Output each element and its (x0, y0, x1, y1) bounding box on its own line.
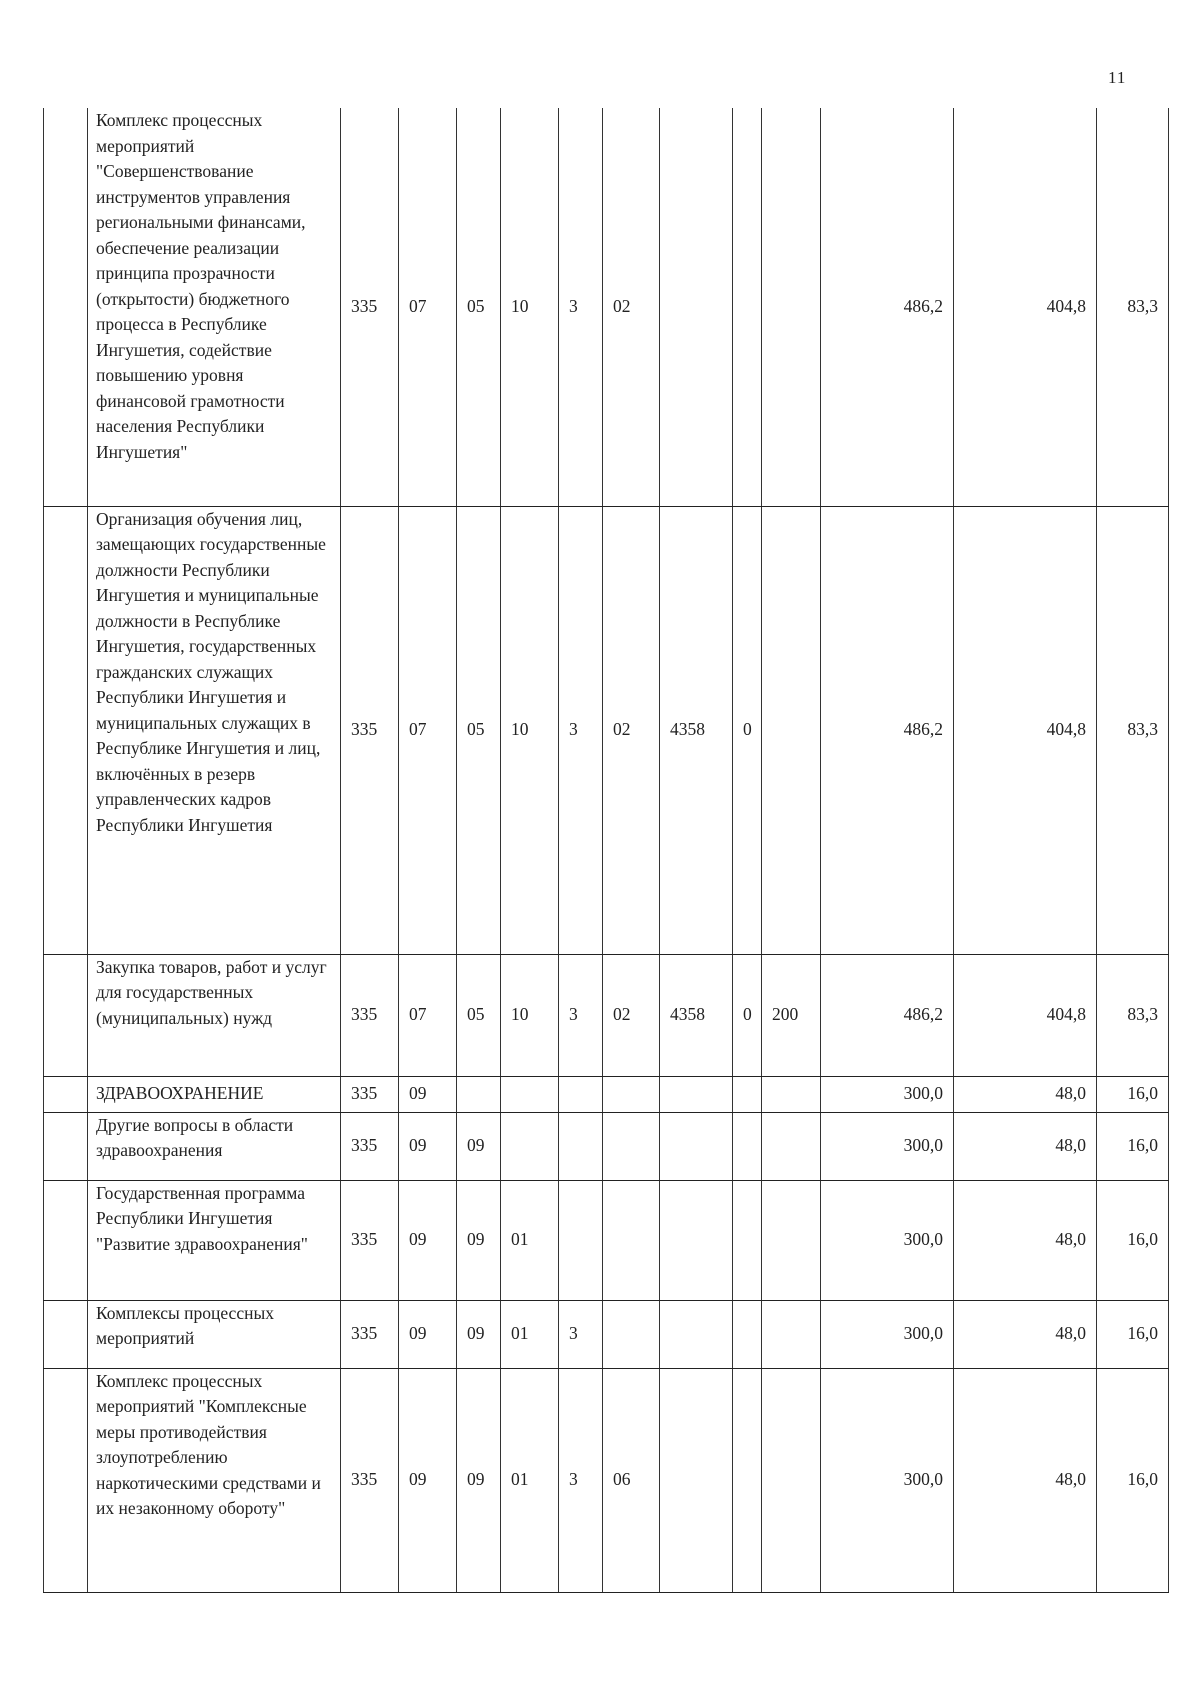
cell-cs-direction (660, 1180, 733, 1300)
cell-rz: 09 (399, 1368, 457, 1592)
cell-cs-program: 01 (501, 1368, 559, 1592)
row-name: Другие вопросы в области здравоохранения (88, 1112, 341, 1180)
cell-pr: 09 (457, 1300, 501, 1368)
table-row (44, 1076, 1169, 1112)
cell-vr (762, 506, 821, 954)
cell-cs-type: 3 (559, 506, 603, 954)
cell-cs-type (559, 1180, 603, 1300)
row-name: ЗДРАВООХРАНЕНИЕ (88, 1076, 341, 1112)
cell-cs-program: 01 (501, 1300, 559, 1368)
row-name: Комплексы процессных мероприятий (88, 1300, 341, 1368)
cell-rz: 07 (399, 108, 457, 506)
cell-cs-complex: 06 (603, 1368, 660, 1592)
cell-plan: 486,2 (821, 108, 954, 506)
cell-cs-program (501, 1112, 559, 1180)
cell-plan: 300,0 (821, 1300, 954, 1368)
cell-cs-sub (733, 1112, 762, 1180)
table-row (44, 506, 1169, 954)
cell-cs-type: 3 (559, 1368, 603, 1592)
cell-cs-sub (733, 1368, 762, 1592)
row-name: Государственная программа Республики Ингушетия "Развитие здравоохранения" (88, 1180, 341, 1300)
cell-fact: 48,0 (954, 1368, 1097, 1592)
cell-cs-program (501, 1076, 559, 1112)
cell-cs-direction (660, 1112, 733, 1180)
table-row (44, 108, 1169, 506)
table-row (44, 954, 1169, 1076)
cell-rz: 07 (399, 954, 457, 1076)
budget-table (43, 108, 1169, 1593)
cell-cs-program: 01 (501, 1180, 559, 1300)
cell-percent: 16,0 (1097, 1300, 1169, 1368)
cell-pr: 05 (457, 954, 501, 1076)
cell-percent: 16,0 (1097, 1180, 1169, 1300)
cell-cs-direction: 4358 (660, 506, 733, 954)
row-name: Комплекс процессных мероприятий "Совершенствование инструментов управления региональными финансами, обеспечение реализации принципа прозрачности (открытости) бюджетного процесса в Республике Ингушетия, содействие повышению уровня финансовой грамотности населения Республики Ингушетия" (88, 108, 341, 506)
cell-cs-type: 3 (559, 1300, 603, 1368)
cell-fact: 48,0 (954, 1180, 1097, 1300)
cell-cs-complex (603, 1076, 660, 1112)
cell-fact: 404,8 (954, 954, 1097, 1076)
cell-ved: 335 (341, 1180, 399, 1300)
cell-rz: 09 (399, 1076, 457, 1112)
cell-cs-direction (660, 1300, 733, 1368)
cell-cs-complex: 02 (603, 108, 660, 506)
cell-cs-complex: 02 (603, 954, 660, 1076)
table-row (44, 1180, 1169, 1300)
cell-cs-sub (733, 1300, 762, 1368)
cell-cs-sub: 0 (733, 506, 762, 954)
cell-plan: 486,2 (821, 506, 954, 954)
cell-percent: 83,3 (1097, 506, 1169, 954)
cell-pr: 09 (457, 1180, 501, 1300)
cell-plan: 300,0 (821, 1076, 954, 1112)
cell-ved: 335 (341, 954, 399, 1076)
cell-cs-complex (603, 1180, 660, 1300)
cell-fact: 48,0 (954, 1112, 1097, 1180)
cell-rz: 09 (399, 1112, 457, 1180)
cell-ved: 335 (341, 1076, 399, 1112)
row-name: Комплекс процессных мероприятий "Комплексные меры противодействия злоупотреблению наркотическими средствами и их незаконному обороту" (88, 1368, 341, 1592)
cell-cs-complex (603, 1112, 660, 1180)
cell-plan: 486,2 (821, 954, 954, 1076)
cell-plan: 300,0 (821, 1112, 954, 1180)
cell-vr: 200 (762, 954, 821, 1076)
cell-ved: 335 (341, 108, 399, 506)
cell-cs-direction (660, 1076, 733, 1112)
cell-fact: 48,0 (954, 1300, 1097, 1368)
cell-percent: 16,0 (1097, 1368, 1169, 1592)
cell-fact: 48,0 (954, 1076, 1097, 1112)
cell-cs-complex (603, 1300, 660, 1368)
page-number: 11 (1108, 68, 1127, 87)
cell-ved: 335 (341, 1300, 399, 1368)
cell-percent: 16,0 (1097, 1112, 1169, 1180)
cell-rz: 09 (399, 1180, 457, 1300)
cell-vr (762, 1076, 821, 1112)
cell-pr (457, 1076, 501, 1112)
cell-plan: 300,0 (821, 1180, 954, 1300)
cell-pr: 09 (457, 1368, 501, 1592)
cell-fact: 404,8 (954, 108, 1097, 506)
cell-percent: 83,3 (1097, 954, 1169, 1076)
cell-percent: 83,3 (1097, 108, 1169, 506)
cell-cs-sub (733, 1076, 762, 1112)
cell-cs-type: 3 (559, 954, 603, 1076)
cell-cs-program: 10 (501, 108, 559, 506)
table-row (44, 1112, 1169, 1180)
cell-cs-sub (733, 108, 762, 506)
cell-cs-direction (660, 1368, 733, 1592)
row-name: Закупка товаров, работ и услуг для государственных (муниципальных) нужд (88, 954, 341, 1076)
cell-pr: 09 (457, 1112, 501, 1180)
cell-vr (762, 108, 821, 506)
cell-percent: 16,0 (1097, 1076, 1169, 1112)
cell-pr: 05 (457, 506, 501, 954)
cell-vr (762, 1368, 821, 1592)
cell-vr (762, 1300, 821, 1368)
cell-cs-type (559, 1076, 603, 1112)
cell-ved: 335 (341, 506, 399, 954)
cell-cs-program: 10 (501, 954, 559, 1076)
row-name: Организация обучения лиц, замещающих государственные должности Республики Ингушетия и муниципальные должности в Республике Ингушетия, государственных гражданских служащих Республики Ингушетия и муниципальных служащих в Республике Ингушетия и лиц, включённых в резерв управленческих кадров Республики Ингушетия (88, 506, 341, 954)
cell-cs-sub: 0 (733, 954, 762, 1076)
cell-cs-program: 10 (501, 506, 559, 954)
cell-fact: 404,8 (954, 506, 1097, 954)
cell-ved: 335 (341, 1368, 399, 1592)
cell-vr (762, 1180, 821, 1300)
cell-vr (762, 1112, 821, 1180)
table-row (44, 1300, 1169, 1368)
cell-rz: 09 (399, 1300, 457, 1368)
cell-cs-sub (733, 1180, 762, 1300)
cell-cs-type: 3 (559, 108, 603, 506)
cell-rz: 07 (399, 506, 457, 954)
cell-cs-type (559, 1112, 603, 1180)
cell-ved: 335 (341, 1112, 399, 1180)
cell-cs-direction (660, 108, 733, 506)
cell-cs-direction: 4358 (660, 954, 733, 1076)
table-row (44, 1368, 1169, 1592)
cell-cs-complex: 02 (603, 506, 660, 954)
cell-pr: 05 (457, 108, 501, 506)
cell-plan: 300,0 (821, 1368, 954, 1592)
